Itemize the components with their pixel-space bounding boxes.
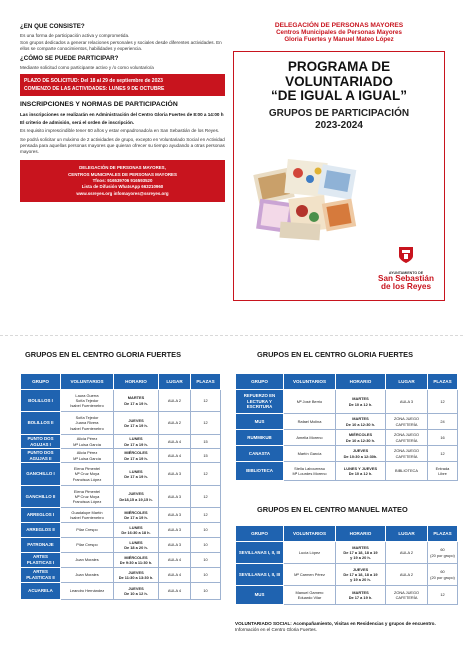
city-logo: [374, 246, 438, 292]
note-label: VOLUNTARIADO SOCIAL:: [235, 621, 292, 626]
cell-plazas: 60 (20 por grupo): [428, 542, 458, 564]
table-header-row: [236, 526, 458, 542]
cell-horario: MIÉRCOLES De 10 a 12:30 h.: [336, 430, 386, 446]
cell-plazas: 12: [191, 486, 221, 508]
cell-voluntarios: Mª Carmen Pérez: [284, 564, 336, 586]
table-row: [21, 449, 221, 463]
table-row: [21, 523, 221, 538]
col-voluntarios: VOLUNTARIOS: [284, 374, 336, 390]
cell-plazas: 60 (20 por grupo): [428, 564, 458, 586]
cell-lugar: ZONA JUEGO CAFETERÍA: [386, 586, 428, 605]
col-horario: HORARIO: [336, 526, 386, 542]
cell-lugar: AULA 4: [159, 583, 191, 600]
contact-web-email: www.ssreyes.org infomayores@ssreyes.org: [76, 190, 169, 196]
cell-grupo: CANASTA: [236, 446, 284, 462]
logo-ayuntamiento: AYUNTAMIENTO DE: [388, 270, 424, 275]
cell-grupo: GANCHILLO II: [21, 486, 61, 508]
table-row: [236, 430, 458, 446]
logo-san-sebastian: San Sebastián: [378, 273, 434, 283]
cell-grupo: REFUERZO EN LECTURA Y ESCRITURA: [236, 390, 284, 414]
table2-title: GRUPOS EN EL CENTRO GLORIA FUERTES: [257, 350, 414, 359]
cell-plazas: 24: [428, 414, 458, 430]
program-title-3: “DE IGUAL A IGUAL”: [270, 88, 407, 104]
table-manuel-mateo: [235, 525, 458, 605]
cell-horario: JUEVES De 10:30 a 12:30h.: [336, 446, 386, 462]
cell-lugar: AULA 4: [159, 568, 191, 583]
cell-voluntarios: Martín García: [284, 446, 336, 462]
cell-plazas: 10: [191, 538, 221, 553]
cell-voluntarios: Pilar Crespo: [61, 538, 114, 553]
cell-horario: MARTES De 17 a 18, 18 a 19 y 19 a 20 h.: [336, 542, 386, 564]
cell-grupo: ARREGLOS I: [21, 508, 61, 523]
col-voluntarios: VOLUNTARIOS: [61, 374, 114, 390]
col-voluntarios: VOLUNTARIOS: [284, 526, 336, 542]
voluntariado-social-note: [235, 621, 450, 633]
que-consiste-text-1: Es una forma de participación activa y comprometida.: [20, 32, 130, 38]
table-row: [21, 508, 221, 523]
table-row: [21, 412, 221, 435]
cell-lugar: AULA 2: [386, 542, 428, 564]
cell-lugar: AULA 3: [159, 523, 191, 538]
cell-lugar: AULA 3: [159, 508, 191, 523]
table-row: [236, 586, 458, 605]
cell-lugar: AULA 2: [159, 390, 191, 412]
cell-voluntarios: Lucía López: [284, 542, 336, 564]
cell-plazas: 12: [191, 412, 221, 435]
cell-voluntarios: Leandro Hernández: [61, 583, 114, 600]
cell-horario: JUEVES De18,15 a 19,15 h.: [114, 486, 159, 508]
cell-voluntarios: Alicia Pérez Mª Luisa García: [61, 449, 114, 463]
cell-voluntarios: Juan Morales: [61, 568, 114, 583]
cell-horario: JUEVES De 11:30 a 13:30 h.: [114, 568, 159, 583]
table-row: [21, 463, 221, 486]
cell-plazas: Entrada Libre: [428, 462, 458, 481]
table-row: [236, 390, 458, 414]
cell-lugar: BIBLIOTECA: [386, 462, 428, 481]
contact-box: [20, 160, 225, 202]
cell-voluntarios: Juan Morales: [61, 553, 114, 568]
table-row: [21, 390, 221, 412]
cell-voluntarios: Pilar Crespo: [61, 523, 114, 538]
cover-panel: [233, 22, 445, 312]
table-row: [21, 486, 221, 508]
col-horario: HORARIO: [336, 374, 386, 390]
cell-grupo: PATRONAJE: [21, 538, 61, 553]
cell-grupo: ARREGLOS II: [21, 523, 61, 538]
cell-voluntarios: Rafael Molina: [284, 414, 336, 430]
cell-horario: MIÉRCOLES De 9:30 a 11:30 h.: [114, 553, 159, 568]
contact-line-1: DELEGACIÓN DE PERSONAS MAYORES,: [79, 165, 166, 171]
note-bold-text: Acompañamiento, Visitas en Residencias y grupos de encuentro.: [293, 621, 436, 626]
cell-horario: LUNES De 17 a 19 h.: [114, 435, 159, 449]
cell-grupo: BOLILLOS I: [21, 390, 61, 412]
table-row: [236, 542, 458, 564]
cell-plazas: 12: [191, 508, 221, 523]
table-header-row: [21, 374, 221, 390]
cell-voluntarios: Laura Guerra Sofía Tejedor Isabel Fuentenebro: [61, 390, 114, 412]
cell-grupo: BIBLIOTECA: [236, 462, 284, 481]
cell-plazas: 12: [428, 446, 458, 462]
cell-grupo: PUNTO DOS AGUJAS II: [21, 449, 61, 463]
cell-grupo: ARTES PLASTICAS II: [21, 568, 61, 583]
cell-lugar: AULA 4: [159, 553, 191, 568]
cell-voluntarios: Stella Labourreau Mª Lourdes Moreno: [284, 462, 336, 481]
cell-horario: LUNES De 16:30 a 18 h.: [114, 523, 159, 538]
cell-grupo: RUMMIKUB: [236, 430, 284, 446]
col-lugar: LUGAR: [386, 526, 428, 542]
contact-phones: Tfnos: 916539706 916593520: [92, 178, 153, 184]
cell-lugar: AULA 4: [159, 449, 191, 463]
table-gloria-fuertes-crafts: [20, 373, 221, 600]
cell-horario: JUEVES De 17 a 19 h.: [114, 412, 159, 435]
cell-horario: MARTES De 10 a 12 h.: [336, 390, 386, 414]
program-box: [233, 51, 445, 301]
col-lugar: LUGAR: [386, 374, 428, 390]
table-row: [21, 553, 221, 568]
table-row: [21, 538, 221, 553]
cell-grupo: MUS: [236, 414, 284, 430]
cell-horario: MARTES De 17 a 19 h.: [336, 586, 386, 605]
cell-grupo: PUNTO DOS AGUJAS I: [21, 435, 61, 449]
cell-grupo: SEVILLANAS I, II, III: [236, 542, 284, 564]
col-plazas: PLAZAS: [428, 526, 458, 542]
cell-plazas: 10: [191, 523, 221, 538]
cell-grupo: MUS: [236, 586, 284, 605]
cell-plazas: 15: [191, 435, 221, 449]
normas-text-3: Es requisito imprescindible tener 60 años y estar empadronado/a en San Sebastián de los Reyes.: [20, 128, 220, 134]
cell-lugar: AULA 2: [159, 412, 191, 435]
cell-grupo: ARTES PLASTICAS I: [21, 553, 61, 568]
note-text: Información en el Centro Gloria Fuertes.: [235, 627, 317, 633]
table-row: [21, 583, 221, 600]
que-consiste-heading: ¿EN QUE CONSISTE?: [20, 23, 85, 30]
cell-voluntarios: Elena Pimentel Mª Cruz Moya Francisca López: [61, 486, 114, 508]
cell-plazas: 12: [428, 390, 458, 414]
table3-title: GRUPOS EN EL CENTRO MANUEL MATEO: [257, 505, 408, 514]
contact-line-2: CENTROS MUNICIPALES DE PERSONAS MAYORES: [68, 171, 177, 177]
col-grupo: GRUPO: [21, 374, 61, 390]
cell-lugar: ZONA JUEGO CAFETERÍA: [386, 446, 428, 462]
table1-title: GRUPOS EN EL CENTRO GLORIA FUERTES: [25, 350, 182, 359]
cell-lugar: AULA 3: [159, 538, 191, 553]
program-title-2: VOLUNTARIADO: [285, 73, 393, 89]
cell-grupo: SEVILLANAS I, II, III: [236, 564, 284, 586]
cell-plazas: 16: [428, 430, 458, 446]
delegation-centers: Gloria Fuertes y Manuel Mateo López: [284, 36, 394, 43]
cell-lugar: ZONA JUEGO CAFETERÍA: [386, 430, 428, 446]
program-title-1: PROGRAMA DE: [287, 59, 391, 74]
cell-plazas: 12: [428, 586, 458, 605]
cell-plazas: 12: [191, 390, 221, 412]
normas-text-4: Se podrá solicitar un máximo de 2 actividades de grupo, excepto en Voluntariado Social en Actividad pensada para aquellas personas mayores que quieran ofrecer su tiempo ayudando a otras personas mayores.: [20, 137, 225, 154]
cell-horario: MIÉRCOLES De 17 a 19 h.: [114, 449, 159, 463]
cell-plazas: 10: [191, 583, 221, 600]
col-grupo: GRUPO: [236, 374, 284, 390]
cell-grupo: ACUARELA: [21, 583, 61, 600]
cell-plazas: 10: [191, 553, 221, 568]
cell-horario: MARTES De 17 a 19 h.: [114, 390, 159, 412]
cell-voluntarios: Elena Pimentel Mª Cruz Moya Francisca López: [61, 463, 114, 486]
cell-plazas: 10: [191, 568, 221, 583]
logo-de-los-reyes: de los Reyes: [380, 282, 432, 292]
table-row: [236, 414, 458, 430]
col-horario: HORARIO: [114, 374, 159, 390]
comienzo-actividades: COMIENZO DE LAS ACTIVIDADES: LUNES 9 DE OCTUBRE: [24, 86, 165, 93]
cell-grupo: GANCHILLO I: [21, 463, 61, 486]
col-plazas: PLAZAS: [191, 374, 221, 390]
table-header-row: [236, 374, 458, 390]
cell-plazas: 12: [191, 463, 221, 486]
fold-divider: [0, 335, 463, 336]
que-consiste-text-2: Son grupos dedicados a generar relaciones personales y sociales desde diferentes actividades. En ellos se comparte conocimientos, habilidades y experiencia.: [20, 40, 222, 52]
cell-horario: MIÉRCOLES De 17 a 19 h.: [114, 508, 159, 523]
table-row: [236, 446, 458, 462]
cell-lugar: AULA 3: [386, 390, 428, 414]
delegation-subtitle: Centros Municipales de Personas Mayores: [276, 29, 402, 36]
cell-voluntarios: Guadalupe Martín Isabel Fuentenebro: [61, 508, 114, 523]
cell-lugar: AULA 4: [159, 435, 191, 449]
normas-text-2: El criterio de admisión, será el orden de inscripción.: [20, 119, 135, 125]
cell-voluntarios: Manuel Gamero Eduardo Vilar: [284, 586, 336, 605]
delegation-header: [233, 22, 445, 43]
cell-horario: LUNES Y JUEVES De 10 a 12 h.: [336, 462, 386, 481]
cell-voluntarios: Alicia Pérez Mª Luisa García: [61, 435, 114, 449]
cell-horario: JUEVES De 17 a 18, 18 a 19 y 19 a 20 h.: [336, 564, 386, 586]
cell-horario: JUEVES De 10 a 12 h.: [114, 583, 159, 600]
cell-voluntarios: Sofía Tejedor Juana Rivera Isabel Fuentenebro: [61, 412, 114, 435]
table-row: [236, 462, 458, 481]
table-gloria-fuertes-games: [235, 373, 458, 481]
cell-grupo: BOLILLOS II: [21, 412, 61, 435]
city-shield-icon: [398, 246, 414, 264]
info-panel: [20, 22, 225, 292]
col-grupo: GRUPO: [236, 526, 284, 542]
cell-lugar: AULA 2: [386, 564, 428, 586]
cell-lugar: ZONA JUEGO CAFETERÍA: [386, 414, 428, 430]
cell-plazas: 15: [191, 449, 221, 463]
cell-horario: MARTES De 10 a 12:30 h.: [336, 414, 386, 430]
col-plazas: PLAZAS: [428, 374, 458, 390]
table-row: [21, 568, 221, 583]
como-participar-heading: ¿CÓMO SE PUEDE PARTICIPAR?: [20, 54, 119, 62]
como-participar-text: Mediante solicitud como participante activo y /o como voluntario/a: [20, 64, 154, 70]
program-year: 2023-2024: [315, 119, 363, 131]
delegation-title: DELEGACIÓN DE PERSONAS MAYORES: [274, 22, 404, 29]
table-row: [236, 564, 458, 586]
crafts-collage-image: [250, 157, 360, 242]
table-row: [21, 435, 221, 449]
dates-box: [20, 74, 225, 96]
contact-whatsapp: Lista de Difusión WhatsApp 663210960: [81, 184, 164, 190]
cell-voluntarios: Amelia Moreno: [284, 430, 336, 446]
program-subtitle-1: GRUPOS DE PARTICIPACIÓN: [268, 107, 410, 119]
plazo-solicitud: PLAZO DE SOLICITUD: Del 18 al 29 de septiembre de 2023: [24, 78, 163, 85]
cell-horario: LUNES De 17 a 19 h.: [114, 463, 159, 486]
col-lugar: LUGAR: [159, 374, 191, 390]
cell-voluntarios: Mª José Berrio: [284, 390, 336, 414]
cell-lugar: AULA 3: [159, 463, 191, 486]
normas-text-1: Las inscripciones se realizarán en Administración del Centro Gloria Fuertes de 8:00 a 14:00 h: [20, 111, 224, 117]
cell-lugar: AULA 3: [159, 486, 191, 508]
cell-horario: LUNES De 18 a 20 h.: [114, 538, 159, 553]
normas-heading: INSCRIPCIONES Y NORMAS DE PARTICIPACIÓN: [20, 101, 178, 109]
program-subtitle: [234, 108, 444, 132]
